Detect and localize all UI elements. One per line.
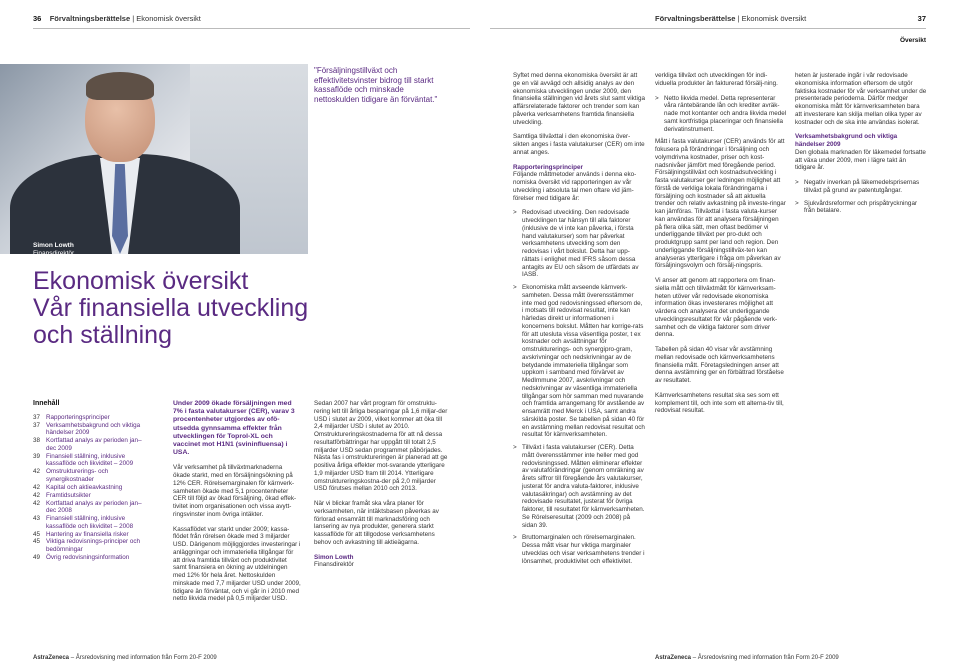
toc-page-number: 42 xyxy=(33,491,41,499)
right-page-footer xyxy=(655,655,839,661)
header-rule-left xyxy=(33,28,470,29)
table-of-contents xyxy=(33,414,151,562)
toc-item[interactable] xyxy=(33,538,151,553)
toc-entry-title: Finansiell ställning, inklusive kassaflöde och likviditet – 2008 xyxy=(46,515,134,530)
paragraph: Vi anser att genom att rapportera om finan-siella mått och tillväxtmått för kärnverksam-heten utöver vår redovisade ekonomiska information ökas investerares möjlighet att värdera och analysera det underliggande utvecklingsresultatet för vår pågående verk-samhet och de viktiga faktorer som driver denna. xyxy=(655,277,778,339)
toc-entry-title: Omstrukturerings- och synergikostnader xyxy=(46,468,109,483)
toc-page-number: 42 xyxy=(33,499,41,507)
left-page-number: 36 xyxy=(33,14,42,23)
toc-page-number: 37 xyxy=(33,421,41,429)
paragraph: När vi blickar framåt ska våra planer för verksamheten, när intäktsbasen påverkas av förlorad ensamrätt till marknadsföring och lansering av nya produkter, generera starkt kassaflöde för att tillgodose verksamhetens behov och avkastning till aktieägarna. xyxy=(314,500,439,546)
toc-item[interactable] xyxy=(33,492,151,500)
bullet-marker: > xyxy=(513,209,517,217)
text-column-5 xyxy=(795,72,927,650)
caption-role: Finansdirektör xyxy=(33,250,75,257)
toc-page-number: 37 xyxy=(33,414,41,421)
paragraph: Vår verksamhet på tillväxtmarknaderna ökade starkt, med en försäljningsökning på 12% CER. Rörelsemarginalen för kärnverk-samheten ökade med 5,1 procentenheter CER till följd av ökad försäljning, ökad effek-tivitet inom organisationen och vissa avytt-ringsvinster inom övriga intäkter. xyxy=(173,464,297,518)
footer-brand: AstraZeneca xyxy=(33,655,70,661)
bullet-marker: > xyxy=(513,284,517,291)
footer-text: – Årsredovisning med information från Form 20-F 2009 xyxy=(69,655,217,661)
footer-text: – Årsredovisning med information från Form 20-F 2009 xyxy=(691,655,839,661)
paragraph: Kärnverksamhetens resultat ska ses som ett komplement till, och inte som ett alterna-tiv till, redovisat resultat. xyxy=(655,391,784,415)
photo-caption xyxy=(33,242,74,258)
caption-name: Simon Lowth xyxy=(33,242,74,249)
left-page-header xyxy=(33,14,201,23)
subheading-business-background: Verksamhetsbakgrund och viktiga händelser 2009 xyxy=(795,133,898,148)
title-line-3: och ställning xyxy=(33,321,172,349)
toc-item[interactable] xyxy=(33,500,151,515)
toc-entry-title: Hantering av finansiella risker xyxy=(46,530,129,538)
signature-name: Simon Lowth xyxy=(314,553,354,561)
signature-role: Finansdirektör xyxy=(314,561,354,569)
toc-item[interactable] xyxy=(33,468,151,483)
cfo-photo xyxy=(0,64,308,254)
toc-page-number: 45 xyxy=(33,538,41,546)
toc-page-number: 42 xyxy=(33,483,41,491)
bullet-marker: > xyxy=(795,199,799,207)
toc-item[interactable] xyxy=(33,531,151,539)
paragraph: Följande måttmetoder används i denna eko-nomiska översikt vid rapporteringen av vår utveckling i absoluta tal men oftare vid jäm-förelser med tidigare år: xyxy=(513,171,637,202)
left-section-name: Förvaltningsberättelse xyxy=(49,14,131,23)
pull-quote: "Försäljningstillväxt och effektivitetsvinster bidrog till starkt kassaflöde och minskade nettoskulden tidigare än förväntat." xyxy=(314,66,438,104)
paragraph: Den globala marknaden för läkemedel fortsatte att växa under 2009, men i lägre takt än tidigare år. xyxy=(795,148,926,172)
toc-item[interactable] xyxy=(33,515,151,530)
toc-entry-title: Finansiell ställning, inklusive kassaflöde och likviditet – 2009 xyxy=(46,452,134,468)
bullet-item: > Negativ inverkan på läkemedelsprisernas tillväxt på grund av patentutgångar. xyxy=(795,179,920,194)
toc-page-number: 45 xyxy=(33,530,41,538)
toc-page-number: 49 xyxy=(33,553,41,561)
paragraph: Sedan 2007 har vårt program för omstruktu-rering lett till årliga besparingar på 1,6 miljar-der USD i slutet av 2009, vilket kommer att öka till 2,4 miljarder USD i slutet av 2010. Omstruktureringskostnaderna för att nå dessa resultatförbättringar har uppgått till totalt 2,5 miljarder USD sedan programmet påbörjades. Nästa fas i omstruktureringen är planerad att ge positiva årliga effekter mot-svarande ytterligare 1,9 miljarder USD fram till 2014. Ytterligare omstruktureringskostna-der på 2,0 miljarder USD förutses mellan 2010 och 2013. xyxy=(314,400,448,493)
toc-entry-title: Kapital och aktieavkastning xyxy=(46,483,123,491)
toc-page-number: 43 xyxy=(33,515,41,523)
toc-item[interactable] xyxy=(33,453,151,468)
toc-entry-title: Verksamhetsbakgrund och viktiga händelser 2009 xyxy=(46,421,141,437)
bullet-marker: > xyxy=(513,534,517,542)
page-title xyxy=(33,268,308,349)
toc-page-number: 42 xyxy=(33,468,41,476)
bullet-marker: > xyxy=(513,444,517,451)
header-separator: | xyxy=(132,14,135,23)
paragraph: Mått i fasta valutakurser (CER) används för att fokusera på förändringar i försäljning och volymdrivna kostnader, priser och kost-nadsnivåer jämfört med föregående period. Försäljningstillväxt och kostnadsutveckling i fasta valutakurser ger ledningen möjlighet att förstå de verkliga lokala förändringarna i försäljning och kostnader så att aktuella trender och relativ avkastning på investe-ringar kan jämföras. Tillväxttal i fasta valuta-kurser kan användas för att analysera försäljningen på flera olika sätt, men oftast bedömer vi underliggande tillväxt per pro-dukt och produktgrupp samt per land och region. Den underliggande försäljningstillväx-ten kan analyseras ytterligare i fråga om påverkan av försäljningsvolym och försälj-ningspris. xyxy=(655,138,786,270)
toc-page-number: 39 xyxy=(33,452,41,460)
footer-brand: AstraZeneca xyxy=(655,655,692,661)
title-line-2: Vår finansiella utveckling xyxy=(33,294,309,322)
bullet-marker: > xyxy=(795,179,799,186)
bullet-item: > Ekonomiska mått avseende kärnverk-samheten. Dessa mått överensstämmer inte med god redovisningssed eftersom de, i motsats till redovisat resultat, inte kan härledas direkt ur informationen i koncernens bokslut. Måtten har korrige-rats för att utesluta vissa väsentliga poster, t ex kostnader och avsättningar för omstrukturerings- och synergipro-gram, avskrivningar och nedskrivningar av de betydande immateriella tillgångar som uppkom i samband med förvärvet av MedImmune 2007, avskrivningar och nedskrivningar av väsentliga immateriella tillgångar som hör samman med nuvarande och framtida arrangemang för avstående av ensamrätt med Merck i USA, samt andra särskilda poster. Se tabellen på sidan 40 för en avstämning mellan redovisat resultat och resultat för kärnverksamheten. xyxy=(513,284,645,439)
toc-heading: Innehåll xyxy=(33,400,60,407)
toc-item[interactable] xyxy=(33,422,151,437)
title-line-1: Ekonomisk översikt xyxy=(33,267,249,295)
left-subsection-name: Ekonomisk översikt xyxy=(136,14,201,23)
intro-paragraph: Under 2009 ökade försäljningen med 7% i fasta valutakurser (CER), varav 3 procentenheter utgjordes av ofö-utsedda gynnsamma effekter från utvecklingen för Toprol-XL och vaccinet mot H1N1 (svininfluensa) i USA. xyxy=(173,400,295,457)
bullet-item: > Netto likvida medel. Detta representerar våra räntebärande lån och krediter avräk-nade mot kontanter och andra likvida medel samt kortfristiga placeringar och finansiella derivatinstrument. xyxy=(655,94,787,133)
bullet-marker: > xyxy=(655,94,659,102)
bullet-item: > Redovisad utveckling. Den redovisade utvecklingen tar hänsyn till alla faktorer (inklusive de vi inte kan påverka, i första hand valutakurser) som har påverkat verksamhetens utveckling som den redovisas i vårt bokslut. Detta har upp-rättats i enlighet med IFRS såsom dessa antagits av EU och såsom de utfärdats av IASB. xyxy=(513,209,639,279)
toc-entry-title: Rapporteringsprinciper xyxy=(46,414,110,421)
paragraph: heten är justerade ingår i vår redovisade ekonomiska information eftersom de utgör faktiska kostnader för vår verksamhet under de presenterade perioderna. Därför medger ekonomiska mått för kärnverksamheten bara att investerare kan skilja mellan olika typer av kostnader och de ska inte användas isolerat. xyxy=(795,72,927,126)
text-column-4 xyxy=(655,72,787,650)
paragraph: Samtliga tillväxttal i den ekonomiska över-sikten anges i fasta valutakurser (CER) om inte annat anges. xyxy=(513,133,645,156)
toc-item[interactable] xyxy=(33,414,151,422)
paragraph: verkliga tillväxt och utvecklingen för indi-viduella produkter än fakturerad försälj-ning. xyxy=(655,72,778,87)
text-column-1 xyxy=(173,400,301,610)
section-tag: Översikt xyxy=(899,37,926,44)
subheading-reporting-principles: Rapporteringsprinciper xyxy=(513,163,583,171)
toc-entry-title: Övrig redovisningsinformation xyxy=(46,553,130,561)
text-column-3 xyxy=(513,72,645,650)
right-page-number: 37 xyxy=(917,14,926,23)
toc-item[interactable] xyxy=(33,554,151,562)
toc-entry-title: Kortfattad analys av perioden jan–dec 2008 xyxy=(46,499,142,515)
signature xyxy=(314,554,448,570)
paragraph: Kassaflödet var starkt under 2009; kassa-flödet från rörelsen ökade med 3 miljarder USD. Därigenom möjliggjordes investeringar i anläggningar och immateriella tillgångar för att driva framtida tillväxt och produktivitet samt finansiera en ökning av utdelningen med 12% för hela året. Nettoskulden minskade med 7,7 miljarder USD under 2009, tidigare än förväntat, och vi går in i 2010 med netto likvida medel på 0,5 miljarder USD. xyxy=(173,525,301,603)
toc-item[interactable] xyxy=(33,437,151,452)
paragraph: Tabellen på sidan 40 visar vår avstämning mellan redovisade och kärnverksamhetens finansiella mått. Företagsledningen anser att denna avstämning ger en förbättrad förståelse av resultatet. xyxy=(655,346,784,384)
header-separator: | xyxy=(737,14,740,23)
toc-item[interactable] xyxy=(33,484,151,492)
text-column-2 xyxy=(314,400,448,576)
right-page-header xyxy=(655,14,926,23)
toc-entry-title: Kortfattad analys av perioden jan–dec 2009 xyxy=(46,437,142,452)
left-page-footer xyxy=(33,655,217,661)
toc-entry-title: Viktiga redovisnings-principer och bedömningar xyxy=(46,538,141,554)
right-subsection-name: Ekonomisk översikt xyxy=(741,14,807,23)
toc-page-number: 38 xyxy=(33,437,41,445)
bullet-item: > Sjukvårdsreformer och prispåtryckningar från betalare. xyxy=(795,199,918,215)
right-section-name: Förvaltningsberättelse xyxy=(655,14,736,23)
bullet-item: > Bruttomarginalen och rörelsemarginalen. Dessa mått visar hur viktiga marginaler utvecklas och visar verksamhetens trender i lönsamhet, produktivitet och effektivitet. xyxy=(513,534,645,565)
header-rule-right xyxy=(490,28,926,29)
paragraph: Syftet med denna ekonomiska översikt är att ge en väl avvägd och allsidig analys av den ekonomiska utvecklingen under 2009, den finansiella ställningen vid årets slut samt viktiga affärsrelaterade faktorer och trender som kan påverka verksamhetens framtida finansiella utveckling. xyxy=(513,72,645,126)
bullet-item: > Tillväxt i fasta valutakurser (CER). Detta mått överensstämmer inte heller med god redovisningssed. Måtten eliminerar effekter av valutaförändringar (genom omräkning av årets siffror till föregående års valutakurser, justerat för andra valuta-faktorer, inklusive valutasäkringar) och avstämning av det redovisade resultatet, justerat för övriga faktorer, till resultatet för kärnverksamheten. Se Rörelseresultat (2009 och 2008) på sidan 39. xyxy=(513,444,645,529)
toc-entry-title: Framtidsutsikter xyxy=(46,491,91,499)
